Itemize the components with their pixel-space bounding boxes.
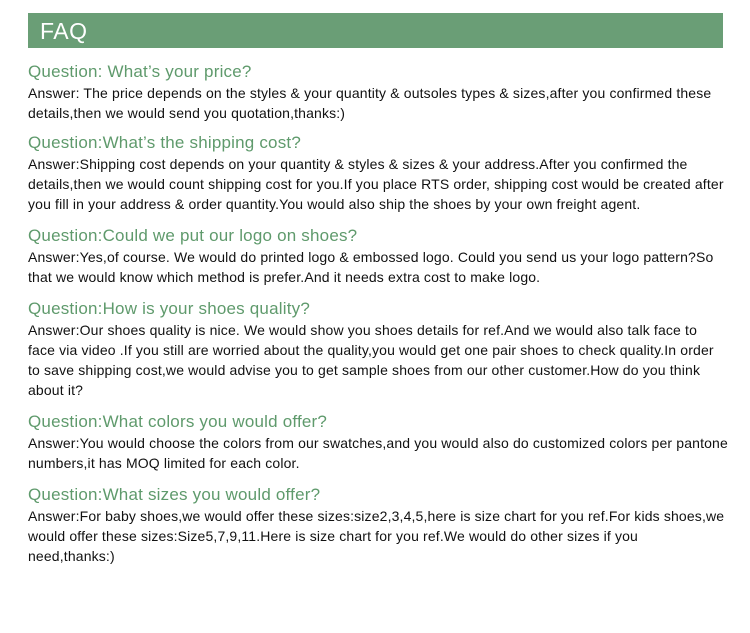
faq-title: FAQ <box>40 18 88 44</box>
faq-answer: Answer:You would choose the colors from our swatches,and you would also do customized colors per pantone numbers,it has MOQ limited for each color. <box>28 435 728 471</box>
faq-item-shipping-cost <box>28 133 728 214</box>
faq-item-logo <box>28 226 728 287</box>
faq-answer: Answer:Shipping cost depends on your quantity & styles & sizes & your address.After you confirmed the details,then we would count shipping cost for you.If you place RTS order, shipping cost would be created after you fill in your address & order quantity.You would also ship the shoes by your own freight agent. <box>28 156 724 212</box>
faq-list <box>28 62 728 566</box>
faq-answer: Answer:Our shoes quality is nice. We would show you shoes details for ref.And we would also talk face to face via video .If you still are worried about the quality,you would get one pair shoes to check quality.In order to save shipping cost,we would advise you to get sample shoes from our other customer.How do you think about it? <box>28 322 714 398</box>
faq-answer: Answer:For baby shoes,we would offer these sizes:size2,3,4,5,here is size chart for you ref.For kids shoes,we would offer these sizes:Size5,7,9,11.Here is size chart for you ref.We would do other sizes if you need,thanks:) <box>28 508 725 564</box>
faq-question: Question:What colors you would offer? <box>28 412 328 431</box>
faq-header-bar <box>28 13 723 48</box>
faq-answer: Answer: The price depends on the styles & your quantity & outsoles types & sizes,after you confirmed these details,then we would send you quotation,thanks:) <box>28 85 712 121</box>
faq-question: Question: What’s your price? <box>28 62 252 81</box>
faq-item-colors <box>28 412 728 473</box>
faq-item-price <box>28 62 728 123</box>
faq-item-sizes <box>28 485 728 566</box>
faq-answer: Answer:Yes,of course. We would do printed logo & embossed logo. Could you send us your logo pattern?So that we would know which method is prefer.And it needs extra cost to make logo. <box>28 249 714 285</box>
faq-question: Question:What’s the shipping cost? <box>28 133 301 152</box>
faq-question: Question:What sizes you would offer? <box>28 485 321 504</box>
faq-item-quality <box>28 299 728 400</box>
faq-question: Question:Could we put our logo on shoes? <box>28 226 358 245</box>
faq-question: Question:How is your shoes quality? <box>28 299 310 318</box>
